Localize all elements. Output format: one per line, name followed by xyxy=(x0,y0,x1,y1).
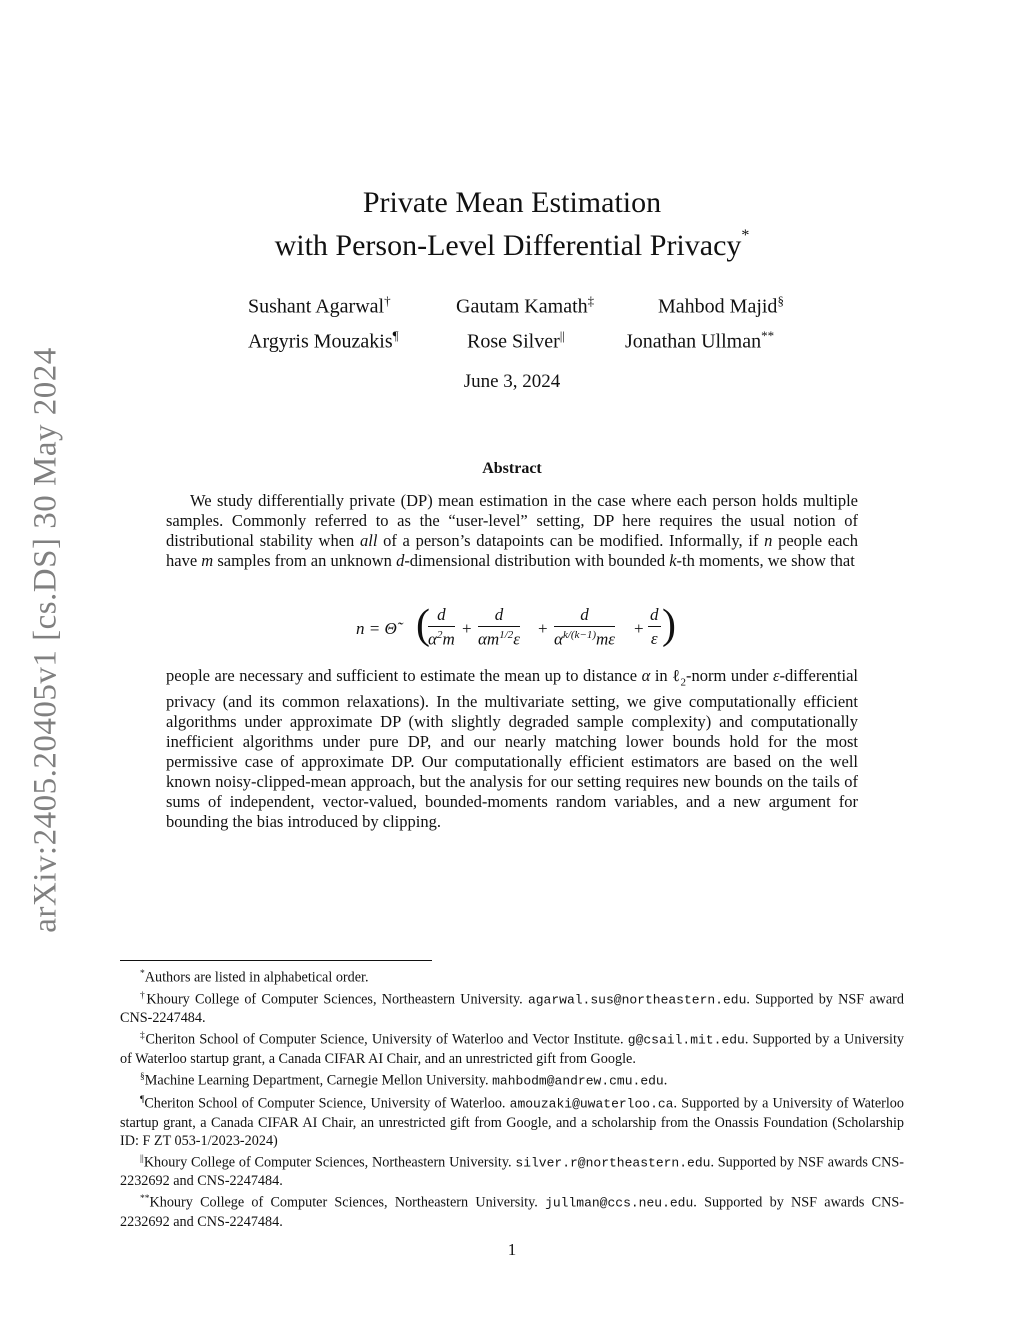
fraction-term-4: $\frac{d}{\varepsilon}$ xyxy=(650,605,659,648)
title-line-2: with Person-Level Differential Privacy* xyxy=(274,227,750,262)
footnote: †Khoury College of Computer Sciences, Northeastern University. agarwal.sus@northeastern.edu. Supported by NSF award CNS-2247484. xyxy=(120,990,904,1027)
email-link[interactable]: jullman@ccs.neu.edu xyxy=(545,1196,694,1212)
paper-date: June 3, 2024 xyxy=(463,371,561,392)
footnote: ¶Cheriton School of Computer Science, University of Waterloo. amouzaki@uwaterloo.ca. Supported by a University of Waterloo startup grant, a Canada CIFAR AI Chair, an unrestricted gift from Google, and a scholarship from the Onassis Foundation (Scholarship ID: F ZT 053-1/2023-2024) xyxy=(120,1094,904,1149)
email-link[interactable]: silver.r@northeastern.edu xyxy=(515,1155,711,1171)
abstract-paragraph-1: We study differentially private (DP) mean estimation in the case where each person holds multiple samples. Commonly referred to as the “user-level” setting, DP here requires the usual notion of distributional stability when all of a person’s datapoints can be modified. Informally, if n people each have m samples from an unknown d-dimensional distribution with bounded k-th moments, we show that xyxy=(166,491,859,570)
arxiv-stamp xyxy=(28,345,64,935)
email-link[interactable]: g@csail.mit.edu xyxy=(627,1033,745,1049)
equation-lhs: n = Θ̃ xyxy=(356,619,397,638)
arxiv-id: arXiv:2405.20405v1 [cs.DS] 30 May 2024 xyxy=(27,347,64,933)
author: Jonathan Ullman** xyxy=(625,328,775,353)
footnote-list xyxy=(120,965,904,1231)
main-equation: n = Θ̃ ( $\frac{d}{\alpha^2m}$ + $\frac{d}{\alpha m^{1/2}\varepsilon}$ + $\frac{d}{\alpha^{k/(k-1)}m\varepsilon}$ + $\frac{d}{\varepsilon}$ ) xyxy=(356,602,676,649)
footnote: ||Khoury College of Computer Sciences, Northeastern University. silver.r@northeastern.edu. Supported by NSF awards CNS-2232692 and CNS-2247484. xyxy=(120,1153,904,1190)
page-number: 1 xyxy=(507,1240,517,1259)
right-paren: ) xyxy=(662,602,676,648)
author: Gautam Kamath‡ xyxy=(456,293,595,318)
email-link[interactable]: agarwal.sus@northeastern.edu xyxy=(527,992,747,1008)
fraction-term-3: $\frac{d}{\alpha^{k/(k-1)}m\varepsilon}$ xyxy=(554,605,615,649)
fraction-term-1: $\frac{d}{\alpha^2m}$ xyxy=(428,605,455,649)
title-line-1: Private Mean Estimation xyxy=(362,186,662,219)
email-link[interactable]: mahbodm@andrew.cmu.edu xyxy=(492,1073,664,1089)
author: Rose Silver|| xyxy=(467,328,565,353)
footnote: ‡Cheriton School of Computer Science, University of Waterloo and Vector Institute. g@csail.mit.edu. Supported by a University of Waterloo startup grant, a Canada CIFAR AI Chair, and an unrestricted gift from Google. xyxy=(120,1031,905,1068)
author: Mahbod Majid§ xyxy=(658,293,784,318)
email-link[interactable]: amouzaki@uwaterloo.ca xyxy=(509,1096,674,1112)
abstract-paragraph-2: people are necessary and sufficient to estimate the mean up to distance α in ℓ$_2$-norm under ε-differential privacy (and its common relaxations). In the multivariate setting, we give computationally efficient algorithms under approximate DP (with slightly degraded sample complexity) and computationally inefficient algorithms under pure DP, and our nearly matching lower bounds hold for the most permissive case of approximate DP. Our computationally efficient estimators are based on the well known noisy-clipped-mean approach, but the analysis for our setting requires new bounds on the tails of sums of independent, vector-valued, bounded-moments random variables, and a new argument for bounding the bias introduced by clipping. xyxy=(166,666,858,832)
footnote: §Machine Learning Department, Carnegie Mellon University. mahbodm@andrew.cmu.edu. xyxy=(140,1072,668,1089)
abstract-heading: Abstract xyxy=(482,460,542,477)
left-paren: ( xyxy=(416,602,430,648)
fraction-term-2: $\frac{d}{\alpha m^{1/2}\varepsilon}$ xyxy=(478,605,520,649)
paper-title xyxy=(0,184,1024,264)
footnote: **Khoury College of Computer Sciences, Northeastern University. jullman@ccs.neu.edu. Supported by NSF awards CNS-2232692 and CNS-2247484. xyxy=(120,1194,904,1231)
author: Argyris Mouzakis¶ xyxy=(248,328,399,353)
author: Sushant Agarwal† xyxy=(248,293,391,318)
footnote: *Authors are listed in alphabetical order. xyxy=(140,969,369,986)
footnote-rule xyxy=(120,960,432,961)
